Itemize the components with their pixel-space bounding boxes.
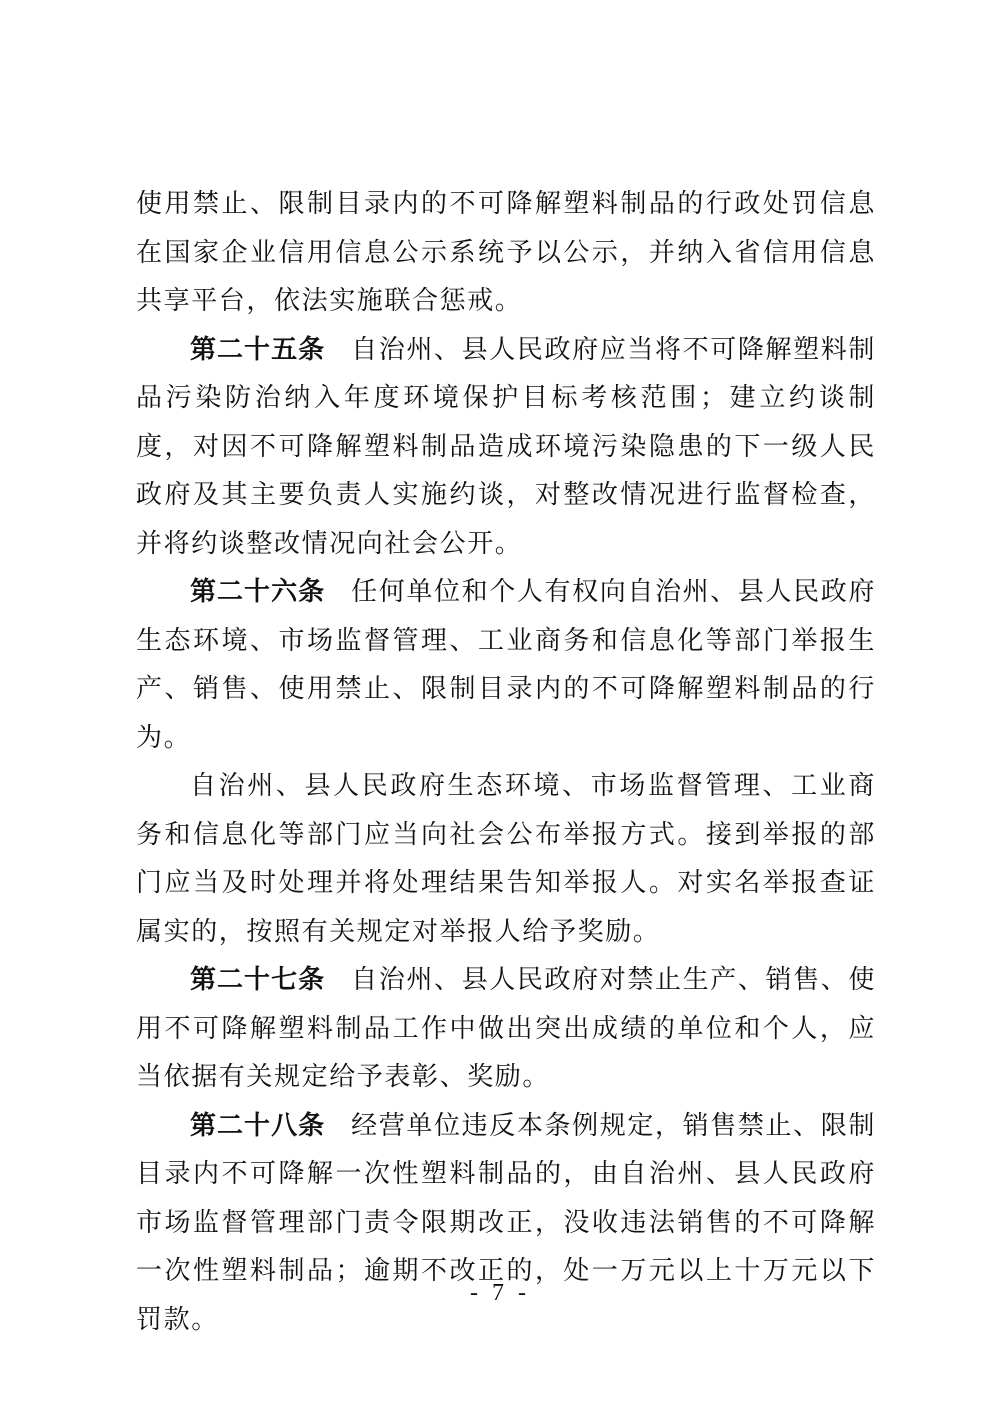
article-text: 任何单位和个人有权向自治州、县人民政府生态环境、市场监督管理、工业商务和信息化等部门举报生产、销售、使用禁止、限制目录内的不可降解塑料制品的行为。 bbox=[136, 577, 876, 753]
article-text: 自治州、县人民政府对禁止生产、销售、使用不可降解塑料制品工作中做出突出成绩的单位和个人，应当依据有关规定给予表彰、奖励。 bbox=[136, 965, 876, 1092]
article-number: 第二十六条 bbox=[190, 577, 326, 607]
article-text: 经营单位违反本条例规定，销售禁止、限制目录内不可降解一次性塑料制品的，由自治州、县人民政府市场监督管理部门责令限期改正，没收违法销售的不可降解一次性塑料制品；逾期不改正的，处一万元以上十万元以下罚款。 bbox=[136, 1110, 876, 1335]
article-number: 第二十八条 bbox=[190, 1110, 326, 1141]
article-25-paragraph bbox=[136, 326, 876, 569]
article-number: 第二十七条 bbox=[190, 965, 326, 995]
paragraph-continuation: 使用禁止、限制目录内的不可降解塑料制品的行政处罚信息在国家企业信用信息公示系统予以公示，并纳入省信用信息共享平台，依法实施联合惩戒。 bbox=[136, 189, 876, 316]
page-number: - 7 - bbox=[470, 1280, 530, 1306]
document-body bbox=[136, 180, 876, 1344]
article-26-paragraph bbox=[136, 568, 876, 762]
article-28-paragraph bbox=[136, 1102, 876, 1345]
article-26-subparagraph: 自治州、县人民政府生态环境、市场监督管理、工业商务和信息化等部门应当向社会公布举报方式。接到举报的部门应当及时处理并将处理结果告知举报人。对实名举报查证属实的，按照有关规定对举报人给予奖励。 bbox=[136, 771, 876, 947]
article-text: 自治州、县人民政府应当将不可降解塑料制品污染防治纳入年度环境保护目标考核范围；建立约谈制度，对因不可降解塑料制品造成环境污染隐患的下一级人民政府及其主要负责人实施约谈，对整改情况进行监督检查，并将约谈整改情况向社会公开。 bbox=[136, 334, 876, 559]
article-number: 第二十五条 bbox=[190, 334, 326, 365]
article-27-paragraph bbox=[136, 956, 876, 1102]
